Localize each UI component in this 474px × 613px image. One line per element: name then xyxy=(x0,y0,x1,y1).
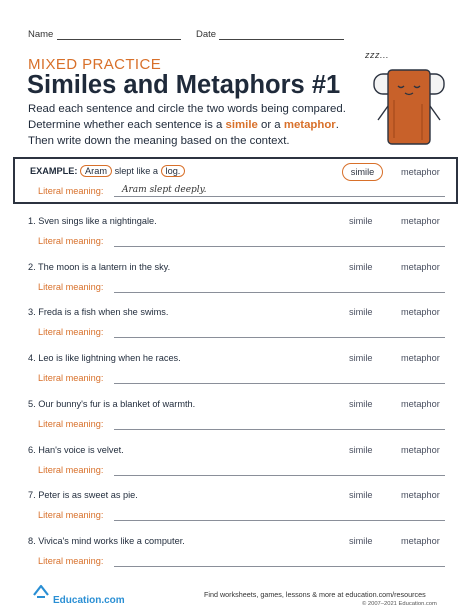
answer-line[interactable] xyxy=(114,429,445,430)
example-sentence xyxy=(30,166,185,176)
simile-option[interactable]: simile xyxy=(349,536,373,546)
metaphor-option[interactable]: metaphor xyxy=(401,307,440,317)
example-simile-circled: simile xyxy=(342,163,383,181)
instructions xyxy=(28,101,373,150)
answer-line[interactable] xyxy=(114,520,445,521)
simile-option[interactable]: simile xyxy=(349,490,373,500)
metaphor-option[interactable]: metaphor xyxy=(401,490,440,500)
footer-tagline: Find worksheets, games, lessons & more at education.com/resources xyxy=(204,590,426,599)
literal-meaning-label: Literal meaning: xyxy=(38,282,104,292)
name-label: Name xyxy=(28,29,54,40)
simile-option[interactable]: simile xyxy=(349,445,373,455)
metaphor-option[interactable]: metaphor xyxy=(401,445,440,455)
page-title: Similes and Metaphors #1 xyxy=(27,71,341,99)
answer-line[interactable] xyxy=(114,566,445,567)
answer-line[interactable] xyxy=(114,292,445,293)
instruction-line-3: Then write down the meaning based on the context. xyxy=(28,135,290,148)
example-label: EXAMPLE: xyxy=(30,166,78,176)
metaphor-option[interactable]: metaphor xyxy=(401,536,440,546)
question-text: 3. Freda is a fish when she swims. xyxy=(28,307,169,317)
literal-meaning-label: Literal meaning: xyxy=(38,510,104,520)
answer-line[interactable] xyxy=(114,383,445,384)
instruction-text: . xyxy=(335,119,339,132)
example-literal-label: Literal meaning: xyxy=(38,186,104,196)
answer-line[interactable] xyxy=(114,246,445,247)
metaphor-option[interactable]: metaphor xyxy=(401,399,440,409)
answer-line[interactable] xyxy=(114,475,445,476)
example-middle-text: slept like a xyxy=(114,166,158,176)
metaphor-option[interactable]: metaphor xyxy=(401,262,440,272)
question-text: 1. Sven sings like a nightingale. xyxy=(28,216,157,226)
worksheet-kicker: MIXED PRACTICE xyxy=(28,56,162,73)
example-metaphor-option: metaphor xyxy=(401,167,440,177)
example-literal-answer: Aram slept deeply. xyxy=(122,185,207,195)
date-field[interactable] xyxy=(219,39,344,40)
question-text: 4. Leo is like lightning when he races. xyxy=(28,353,181,363)
date-label: Date xyxy=(196,29,217,40)
question-text: 8. Vivica's mind works like a computer. xyxy=(28,536,185,546)
sleeping-log-icon xyxy=(370,60,450,148)
instruction-line-1: Read each sentence and circle the two words being compared. xyxy=(28,103,346,115)
example-answer-line xyxy=(114,196,445,197)
example-word-circled: Aram xyxy=(80,165,112,177)
question-text: 2. The moon is a lantern in the sky. xyxy=(28,262,171,272)
question-text: 6. Han's voice is velvet. xyxy=(28,445,124,455)
simile-option[interactable]: simile xyxy=(349,216,373,226)
simile-option[interactable]: simile xyxy=(349,307,373,317)
metaphor-option[interactable]: metaphor xyxy=(401,353,440,363)
example-word-circled: log. xyxy=(161,165,186,177)
name-field[interactable] xyxy=(57,39,181,40)
literal-meaning-label: Literal meaning: xyxy=(38,373,104,383)
literal-meaning-label: Literal meaning: xyxy=(38,465,104,475)
education-logo-icon xyxy=(32,583,50,599)
literal-meaning-label: Literal meaning: xyxy=(38,327,104,337)
question-text: 5. Our bunny's fur is a blanket of warmth. xyxy=(28,399,196,409)
answer-line[interactable] xyxy=(114,337,445,338)
literal-meaning-label: Literal meaning: xyxy=(38,556,104,566)
simile-option[interactable]: simile xyxy=(349,262,373,272)
question-text: 7. Peter is as sweet as pie. xyxy=(28,490,138,500)
metaphor-keyword: metaphor xyxy=(283,119,336,132)
instruction-line-2 xyxy=(28,117,373,133)
footer-copyright: © 2007–2021 Education.com xyxy=(362,601,437,607)
zzz-text: zzz... xyxy=(365,50,390,60)
simile-keyword: simile xyxy=(225,119,258,132)
simile-option[interactable]: simile xyxy=(349,399,373,409)
metaphor-option[interactable]: metaphor xyxy=(401,216,440,226)
literal-meaning-label: Literal meaning: xyxy=(38,419,104,429)
literal-meaning-label: Literal meaning: xyxy=(38,236,104,246)
simile-option[interactable]: simile xyxy=(349,353,373,363)
instruction-text: or a xyxy=(257,119,284,132)
instruction-text: Determine whether each sentence is a xyxy=(28,119,226,132)
footer-brand: Education.com xyxy=(53,595,125,606)
